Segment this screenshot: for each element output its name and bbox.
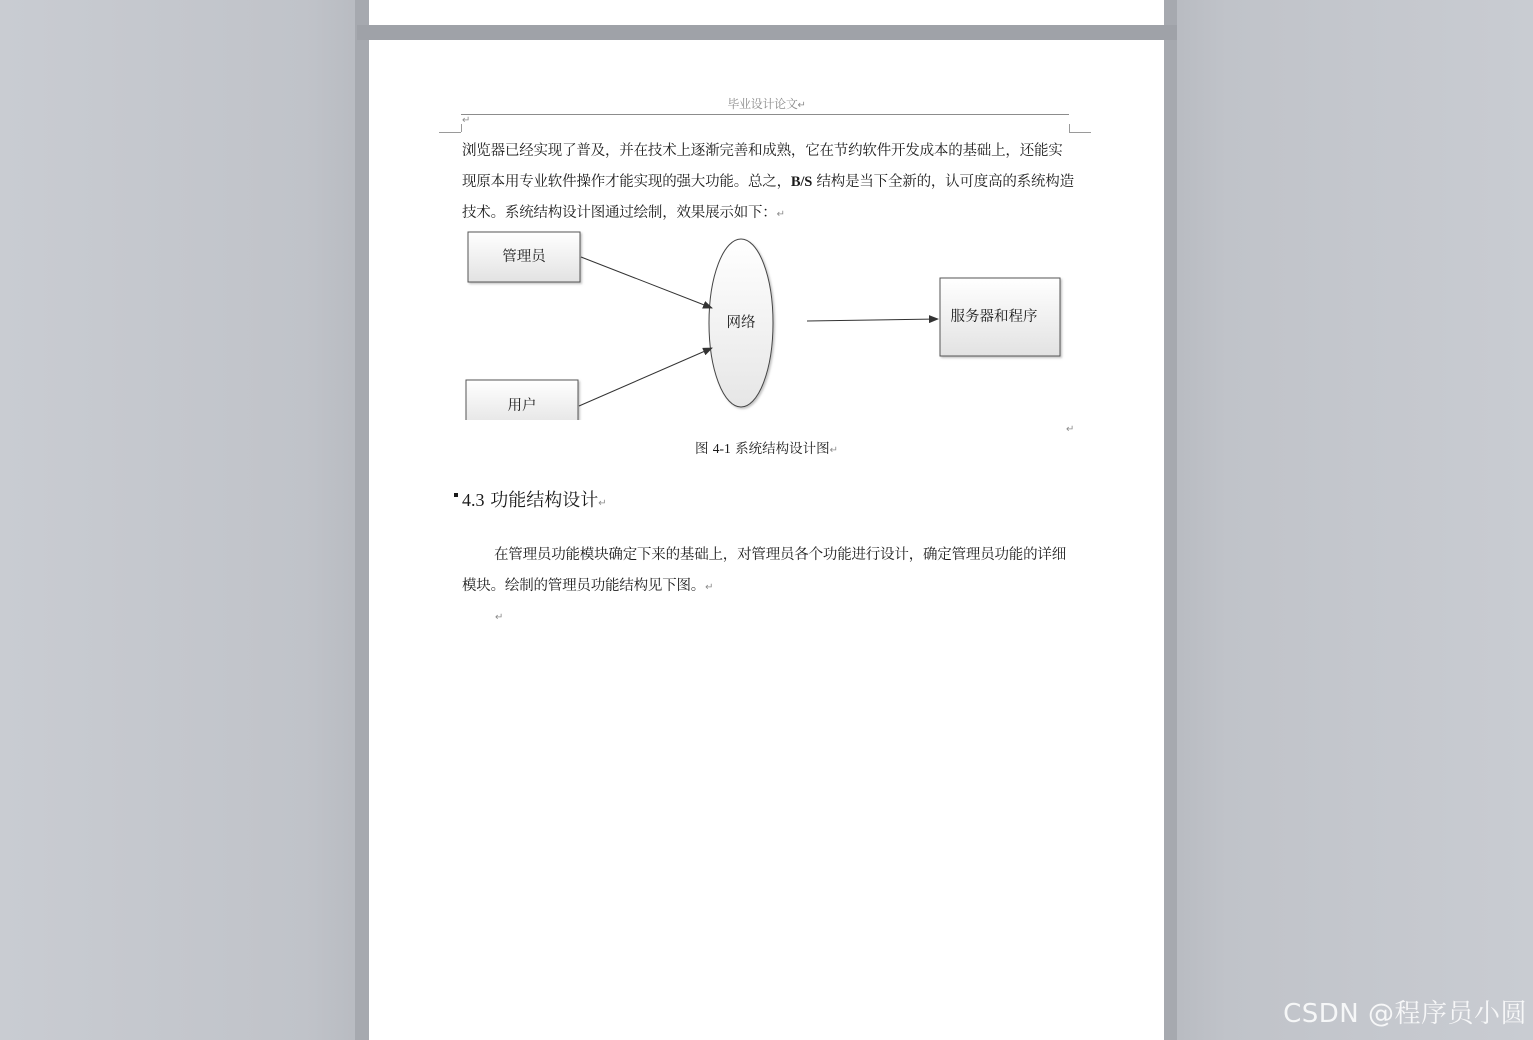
caption-prefix: 图 xyxy=(695,441,713,457)
paragraph-mark-icon: ↵ xyxy=(797,100,806,111)
paragraph-mark-icon: ↵ xyxy=(705,582,714,593)
node-network-label: 网络 xyxy=(726,315,756,331)
edge-admin-network xyxy=(581,257,712,308)
node-user[interactable] xyxy=(466,380,578,420)
paragraph-mark-icon: ↵ xyxy=(462,115,471,126)
paragraph-mark-icon: ↵ xyxy=(495,612,504,623)
margin-corner-right-vertical xyxy=(1069,124,1070,132)
margin-corner-left xyxy=(439,132,461,133)
intro-text-2: 结构是当下全新的，认可度高的系统构造技术。系统结构设计图通过绘制，效果展示如下： xyxy=(462,174,1074,221)
edge-network-server xyxy=(807,319,938,321)
node-server-label: 服务器和程序 xyxy=(950,309,1038,325)
document-page[interactable] xyxy=(369,40,1164,1040)
watermark: CSDN @程序员小圆 xyxy=(1283,999,1527,1029)
margin-corner-left-vertical xyxy=(461,124,462,132)
paragraph-mark-icon: ↵ xyxy=(598,498,607,509)
system-architecture-diagram[interactable] xyxy=(464,230,1074,420)
margin-corner-right xyxy=(1069,132,1091,133)
section-paragraph[interactable] xyxy=(462,540,1074,603)
previous-page-bottom xyxy=(369,0,1164,25)
paragraph-mark-icon: ↵ xyxy=(1066,424,1075,435)
node-server[interactable] xyxy=(940,278,1060,356)
intro-bold-term: B/S xyxy=(790,174,813,190)
figure-caption[interactable] xyxy=(369,437,1164,457)
paragraph-mark-icon: ↵ xyxy=(829,445,838,456)
node-admin[interactable] xyxy=(468,232,580,282)
paragraph-mark-icon: ↵ xyxy=(776,209,785,220)
section-number: 4.3 xyxy=(462,490,485,510)
node-network[interactable] xyxy=(709,239,773,407)
list-bullet-icon xyxy=(454,493,458,497)
node-admin-label: 管理员 xyxy=(502,249,546,265)
intro-paragraph[interactable] xyxy=(462,136,1074,230)
caption-number: 4-1 xyxy=(712,441,731,456)
caption-text: 系统结构设计图 xyxy=(730,441,830,457)
header-rule xyxy=(461,114,1069,115)
node-user-label: 用户 xyxy=(507,398,537,414)
section-title: 功能结构设计 xyxy=(484,490,599,511)
section-paragraph-text: 在管理员功能模块确定下来的基础上，对管理员各个功能进行设计，确定管理员功能的详细模块。绘制的管理员功能结构见下图。 xyxy=(462,547,1066,594)
edge-user-network xyxy=(579,348,712,406)
page-separator xyxy=(357,25,1177,40)
intro-text-1: 浏览器已经实现了普及，并在技术上逐渐完善和成熟，它在节约软件开发成本的基础上，还能实现原本用专业软件操作才能实现的强大功能。总之， xyxy=(462,143,1063,190)
page-header[interactable] xyxy=(369,95,1164,112)
header-title: 毕业设计论文 xyxy=(727,97,798,111)
section-heading[interactable] xyxy=(454,486,607,512)
